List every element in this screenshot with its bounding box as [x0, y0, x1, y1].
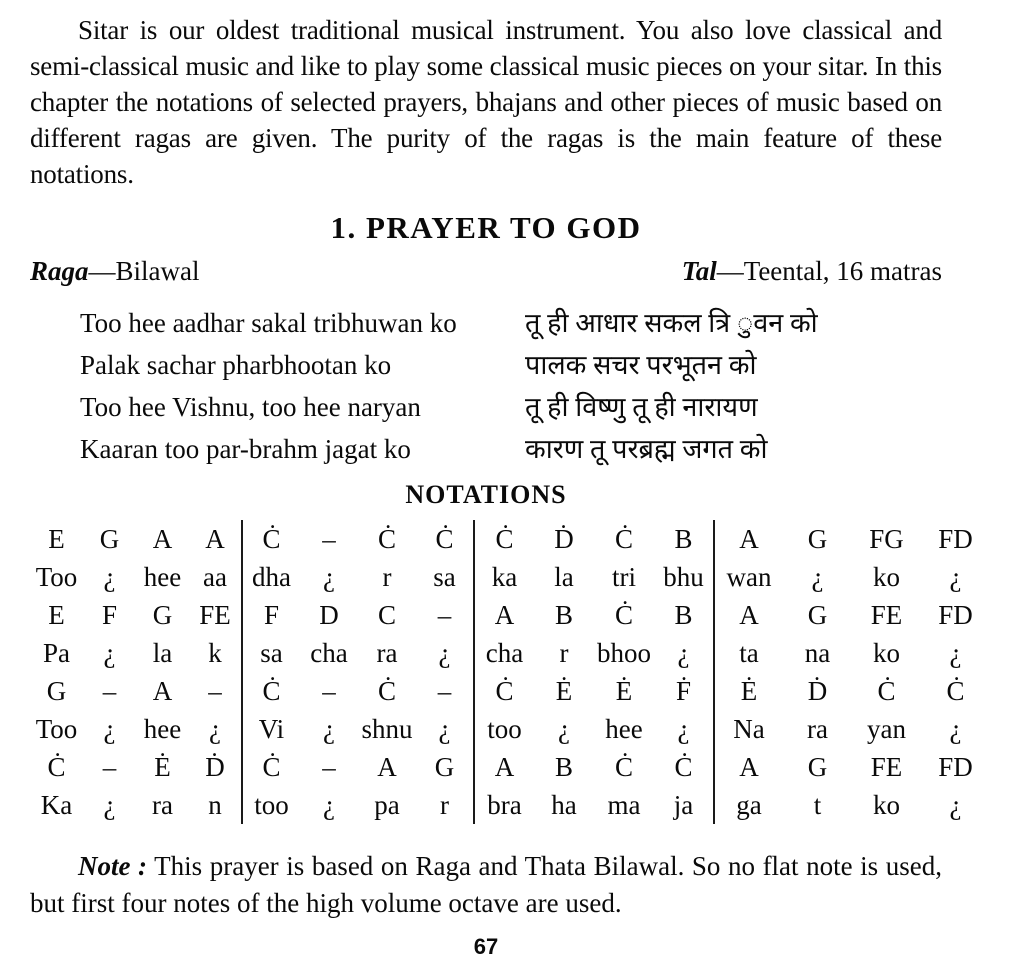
notation-cell: – — [322, 752, 336, 782]
section-title: 1. PRAYER TO GOD — [330, 210, 642, 245]
notation-cell: ¿ — [949, 638, 962, 668]
notation-cell: A — [714, 596, 783, 634]
notation-cell: FE — [199, 600, 231, 630]
notation-cell: ko — [873, 562, 900, 592]
notation-cell: – — [102, 676, 117, 706]
notation-cell: Na — [714, 710, 783, 748]
notation-cell: pa — [374, 790, 400, 820]
notation-cell: F — [101, 600, 118, 630]
notation-cell: aa — [203, 562, 227, 592]
lyric-hindi: कारण तू परब्रह्म जगत को — [525, 434, 768, 464]
notation-cell: Pa — [43, 638, 70, 668]
note-text: This prayer is based on Raga and Thata Bilawal. So no flat note is used, but first four notes of the high volume octave are used. — [30, 851, 943, 918]
notation-cell: ¿ — [558, 714, 570, 744]
notation-cell: ¿ — [103, 638, 116, 668]
notation-cell: r — [382, 562, 392, 592]
note-label: Note : — [78, 851, 148, 881]
lyric-hindi: तू ही आधार सकल त्रि ुवन को — [525, 308, 818, 338]
lyric-hindi: पालक सचर परभूतन को — [525, 350, 757, 380]
notation-cell: wan — [714, 558, 783, 596]
raga-label: Raga — [30, 256, 89, 286]
lyric-row — [80, 344, 942, 386]
notation-cell: Ċ — [614, 524, 633, 554]
notation-cell: FD — [938, 524, 973, 554]
notation-cell: FD — [938, 752, 973, 782]
notation-cell: sa — [242, 634, 300, 672]
notation-cell: ga — [714, 786, 783, 824]
notation-cell: G — [152, 600, 173, 630]
notation-notes-row — [30, 520, 990, 558]
notation-syllables-row — [30, 710, 990, 748]
notation-cell: shnu — [361, 714, 413, 744]
tal-label: Tal — [681, 256, 717, 286]
notation-cell: – — [322, 676, 336, 706]
notation-cell: ¿ — [209, 714, 221, 744]
notation-cell: FD — [938, 600, 973, 630]
notation-cell: A — [152, 676, 173, 706]
notation-notes-row — [30, 596, 990, 634]
notation-cell: A — [152, 524, 173, 554]
lyric-row — [80, 428, 942, 470]
notation-cell: Ċ — [877, 676, 896, 706]
notation-cell: Ċ — [474, 672, 534, 710]
notation-cell: A — [205, 524, 225, 554]
lyric-english: Palak sachar pharbhootan ko — [80, 350, 392, 380]
tal-info — [682, 254, 942, 288]
notation-cell: too — [242, 786, 300, 824]
lyric-row — [80, 386, 942, 428]
notation-cell: Ka — [40, 790, 73, 820]
notation-cell: A — [714, 520, 783, 558]
lyric-english: Too hee Vishnu, too hee naryan — [80, 392, 421, 422]
notation-cell: B — [674, 524, 693, 554]
notation-cell: – — [322, 524, 336, 554]
notation-cell: A — [474, 748, 534, 786]
lyric-english: Kaaran too par-brahm jagat ko — [80, 434, 411, 464]
notation-cell: hee — [605, 714, 643, 744]
notation-cell: Ċ — [946, 676, 965, 706]
notation-cell: Ċ — [377, 676, 396, 706]
notation-cell: G — [807, 752, 828, 782]
notation-cell: ka — [474, 558, 534, 596]
note-paragraph — [30, 848, 942, 922]
notation-cell: Ċ — [435, 524, 454, 554]
notation-cell: – — [437, 600, 452, 630]
notation-cell: F — [242, 596, 300, 634]
notation-cell: ¿ — [949, 714, 962, 744]
notation-cell: Too — [35, 714, 78, 744]
notation-cell: FE — [870, 600, 903, 630]
notation-cell: B — [554, 600, 573, 630]
notation-cell: Ḋ — [554, 524, 574, 554]
notation-cell: hee — [143, 714, 182, 744]
notation-cell: ta — [714, 634, 783, 672]
notation-cell: C — [377, 600, 396, 630]
notation-cell: ¿ — [949, 562, 962, 592]
notation-cell: ra — [807, 714, 828, 744]
notation-cell: – — [437, 676, 452, 706]
raga-value: —Bilawal — [88, 256, 200, 286]
notation-cell: Vi — [242, 710, 300, 748]
notation-cell: cha — [474, 634, 534, 672]
notation-cell: yan — [867, 714, 906, 744]
notation-cell: r — [559, 638, 569, 668]
notation-cell: ¿ — [677, 714, 690, 744]
page-number: 67 — [473, 934, 499, 959]
notation-cell: ¿ — [677, 638, 690, 668]
notation-cell: Ċ — [614, 752, 633, 782]
notation-cell: la — [554, 562, 574, 592]
notation-cell: Ċ — [242, 672, 300, 710]
notation-cell: ¿ — [323, 790, 335, 820]
notation-cell: – — [102, 752, 117, 782]
notation-cell: ha — [551, 790, 577, 820]
notation-cell: Ċ — [242, 748, 300, 786]
notation-cell: ra — [376, 638, 398, 668]
notation-table — [30, 520, 990, 824]
notation-cell: G — [99, 524, 120, 554]
notation-cell: G — [46, 676, 67, 706]
notation-cell: ko — [873, 790, 900, 820]
notation-syllables-row — [30, 558, 990, 596]
lyric-english: Too hee aadhar sakal tribhuwan ko — [80, 308, 457, 338]
notation-cell: – — [208, 676, 222, 706]
notation-cell: ra — [152, 790, 173, 820]
notation-cell: Ċ — [674, 752, 693, 782]
notation-cell: k — [208, 638, 222, 668]
raga-tal-line — [30, 254, 942, 288]
notation-cell: Ḋ — [807, 676, 828, 706]
notation-cell: FG — [869, 524, 904, 554]
notation-cell: ¿ — [438, 714, 451, 744]
notation-cell: cha — [310, 638, 348, 668]
notation-cell: la — [152, 638, 173, 668]
notation-cell: bhoo — [597, 638, 651, 668]
notation-cell: hee — [143, 562, 182, 592]
notation-cell: Ċ — [47, 752, 66, 782]
lyric-row — [80, 302, 942, 344]
notation-cell: r — [440, 790, 449, 820]
notation-cell: Ḟ — [675, 676, 692, 706]
notation-cell: too — [474, 710, 534, 748]
notation-cell: ¿ — [811, 562, 824, 592]
notation-cell: ¿ — [103, 790, 116, 820]
notation-syllables-row — [30, 634, 990, 672]
notation-cell: ¿ — [438, 638, 451, 668]
notation-cell: G — [807, 600, 828, 630]
notation-cell: ¿ — [323, 714, 335, 744]
notation-cell: ¿ — [103, 714, 116, 744]
intro-paragraph: Sitar is our oldest traditional musical instrument. You also love classical and semi-classical music and like to play some classical music pieces on your sitar. In this chapter the notations of selected prayers, bhajans and other pieces of music based on different ragas are given. The purity of the ragas is the main feature of these notations. — [30, 15, 942, 189]
notation-cell: ja — [673, 790, 694, 820]
notation-cell: Ċ — [242, 520, 300, 558]
notation-cell: na — [804, 638, 831, 668]
notation-cell: ko — [873, 638, 900, 668]
lyrics-block — [30, 302, 942, 470]
raga-info — [30, 254, 200, 288]
notation-cell: tri — [612, 562, 636, 592]
notation-cell: bra — [474, 786, 534, 824]
notation-cell: t — [813, 790, 822, 820]
notation-cell: A — [474, 596, 534, 634]
notation-cell: Ċ — [377, 524, 396, 554]
notation-cell: B — [554, 752, 573, 782]
notation-cell: D — [319, 600, 339, 630]
notation-cell: Ė — [714, 672, 783, 710]
notation-cell: B — [674, 600, 693, 630]
notation-cell: G — [434, 752, 455, 782]
notation-cell: E — [48, 600, 65, 630]
notation-cell: G — [807, 524, 828, 554]
notation-notes-row — [30, 748, 990, 786]
notation-cell: ma — [607, 790, 641, 820]
notation-cell: FE — [870, 752, 903, 782]
notation-cell: bhu — [663, 562, 704, 592]
notation-cell: ¿ — [323, 562, 335, 592]
notations-heading: NOTATIONS — [405, 480, 567, 509]
notation-cell: ¿ — [103, 562, 116, 592]
notation-cell: Ė — [615, 676, 633, 706]
notation-notes-row — [30, 672, 990, 710]
tal-value: —Teental, 16 matras — [716, 256, 942, 286]
notation-cell: A — [377, 752, 397, 782]
notation-syllables-row — [30, 786, 990, 824]
notation-cell: Ḋ — [205, 752, 225, 782]
notation-cell: A — [714, 748, 783, 786]
notation-cell: Ė — [154, 752, 171, 782]
notation-cell: Ċ — [614, 600, 633, 630]
notation-cell: n — [208, 790, 222, 820]
notation-cell: sa — [433, 562, 456, 592]
notation-cell: Ė — [555, 676, 573, 706]
notation-cell: ¿ — [949, 790, 962, 820]
notation-cell: E — [48, 524, 65, 554]
lyric-hindi: तू ही विष्णु तू ही नारायण — [525, 392, 758, 422]
notation-cell: Ċ — [474, 520, 534, 558]
notation-cell: Too — [35, 562, 78, 592]
notation-cell: dha — [242, 558, 300, 596]
